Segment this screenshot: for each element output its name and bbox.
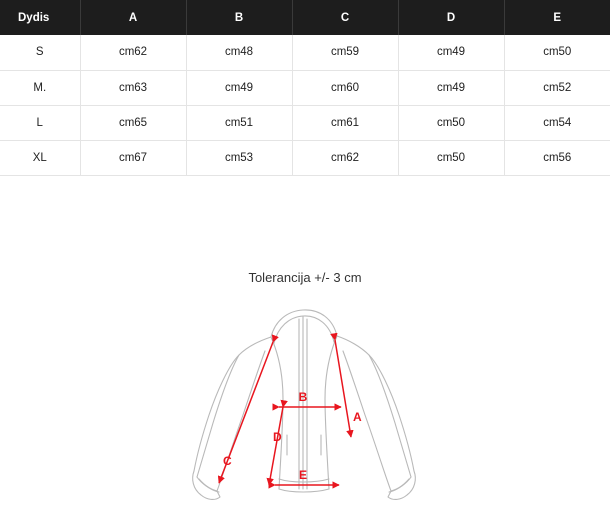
measurement-diagram bbox=[0, 303, 610, 518]
measure-line-a bbox=[335, 340, 351, 437]
cell-e: cm50 bbox=[504, 35, 610, 70]
measure-label-a: A bbox=[353, 409, 362, 424]
table-header-row bbox=[0, 0, 610, 35]
cell-c: cm61 bbox=[292, 105, 398, 140]
measure-label-c: C bbox=[223, 453, 232, 468]
cell-d: cm49 bbox=[398, 70, 504, 105]
table-row bbox=[0, 35, 610, 70]
cell-a: cm63 bbox=[80, 70, 186, 105]
table-header-e: E bbox=[504, 0, 610, 35]
cell-b: cm49 bbox=[186, 70, 292, 105]
cell-size: XL bbox=[0, 140, 80, 175]
table-body bbox=[0, 35, 610, 175]
cell-c: cm62 bbox=[292, 140, 398, 175]
cell-b: cm51 bbox=[186, 105, 292, 140]
size-table bbox=[0, 0, 610, 176]
cell-c: cm60 bbox=[292, 70, 398, 105]
table-header-c: C bbox=[292, 0, 398, 35]
cell-a: cm67 bbox=[80, 140, 186, 175]
cell-size: L bbox=[0, 105, 80, 140]
cell-b: cm53 bbox=[186, 140, 292, 175]
cell-c: cm59 bbox=[292, 35, 398, 70]
measure-label-d: D bbox=[273, 429, 282, 444]
cell-e: cm52 bbox=[504, 70, 610, 105]
cell-d: cm50 bbox=[398, 105, 504, 140]
cell-e: cm56 bbox=[504, 140, 610, 175]
measure-lines bbox=[219, 340, 351, 485]
tolerance-note: Tolerancija +/- 3 cm bbox=[248, 269, 362, 285]
table-header-b: B bbox=[186, 0, 292, 35]
cell-d: cm50 bbox=[398, 140, 504, 175]
cell-b: cm48 bbox=[186, 35, 292, 70]
table-row bbox=[0, 70, 610, 105]
table-header-dydis: Dydis bbox=[0, 0, 80, 35]
cell-a: cm65 bbox=[80, 105, 186, 140]
jacket-diagram-svg bbox=[175, 303, 435, 518]
measure-labels bbox=[223, 390, 362, 482]
measure-label-e: E bbox=[298, 467, 308, 482]
cell-d: cm49 bbox=[398, 35, 504, 70]
cell-size: M. bbox=[0, 70, 80, 105]
cell-e: cm54 bbox=[504, 105, 610, 140]
measure-label-b: B bbox=[298, 389, 308, 404]
table-header bbox=[0, 0, 610, 35]
table-header-a: A bbox=[80, 0, 186, 35]
table-row bbox=[0, 140, 610, 175]
table-header-d: D bbox=[398, 0, 504, 35]
cell-size: S bbox=[0, 35, 80, 70]
table-row bbox=[0, 105, 610, 140]
cell-a: cm62 bbox=[80, 35, 186, 70]
